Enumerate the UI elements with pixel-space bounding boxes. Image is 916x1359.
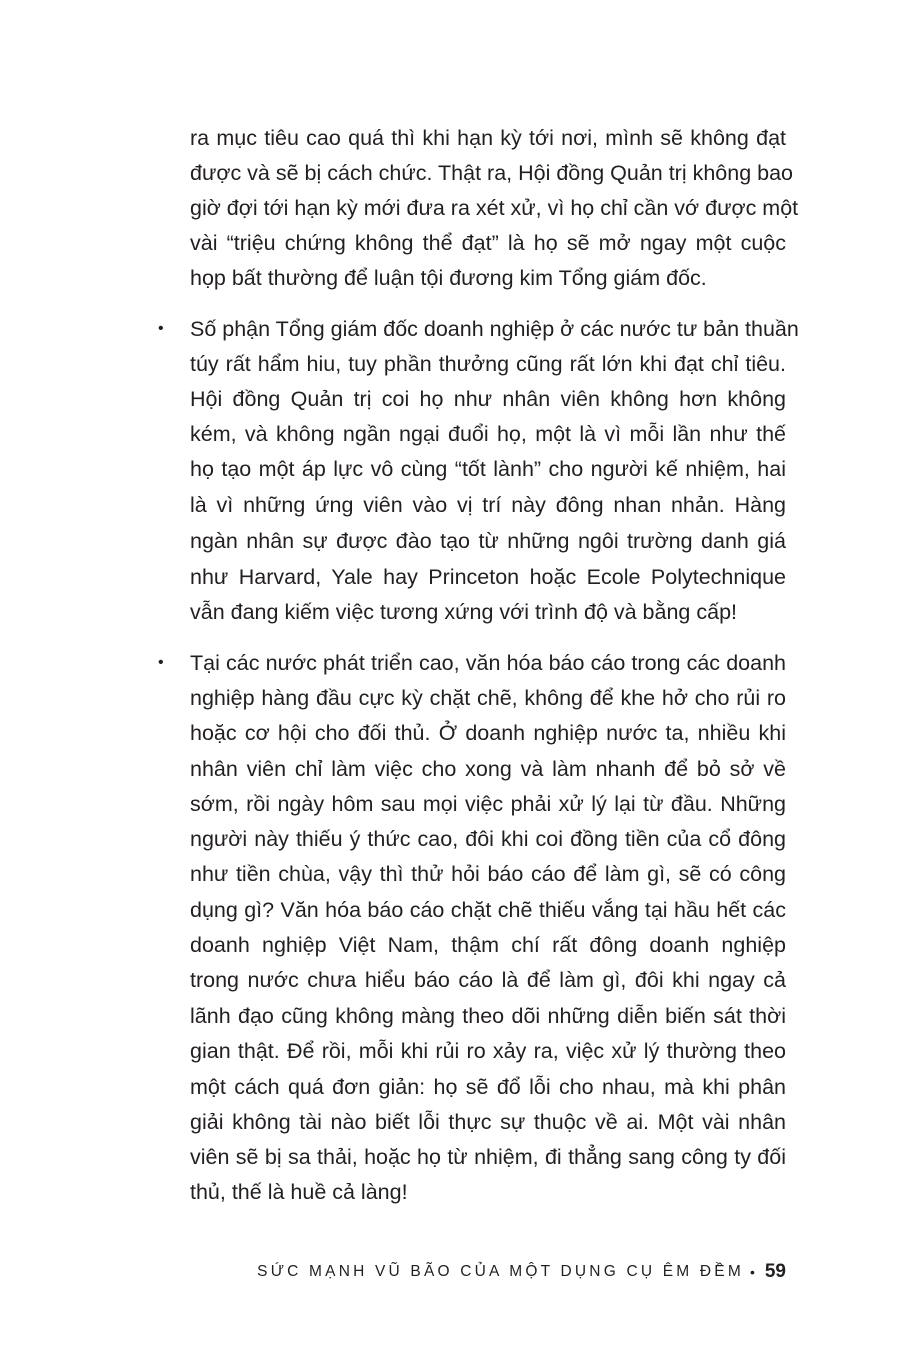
text-line: trong nước chưa hiểu báo cáo là để làm gì, đôi khi ngay cả [190, 968, 786, 992]
text-line: họ tạo một áp lực vô cùng “tốt lành” cho người kế nhiệm, hai [190, 457, 786, 481]
text-line: người này thiếu ý thức cao, đôi khi coi đồng tiền của cổ đông [190, 827, 786, 851]
text-line: được và sẽ bị cách chức. Thật ra, Hội đồng Quản trị không bao [190, 161, 794, 185]
text-line: viên sẽ bị sa thải, hoặc họ từ nhiệm, đi thẳng sang công ty đối [190, 1145, 786, 1169]
text-line: Số phận Tổng giám đốc doanh nghiệp ở các nước tư bản thuần [190, 317, 799, 341]
text-line: ra mục tiêu cao quá thì khi hạn kỳ tới nơi, mình sẽ không đạt [190, 126, 786, 150]
footer-separator: • [749, 1264, 755, 1280]
bullet-marker: • [158, 654, 164, 671]
text-line: nghiệp hàng đầu cực kỳ chặt chẽ, không để khe hở cho rủi ro [190, 686, 786, 710]
text-line: kém, và không ngần ngại đuổi họ, một là vì mỗi lần như thế [190, 422, 786, 446]
page-number: 59 [764, 1261, 786, 1282]
page-footer [257, 1259, 786, 1285]
text-line: Tại các nước phát triển cao, văn hóa báo cáo trong các doanh [190, 651, 786, 675]
running-title: SỨC MẠNH VŨ BÃO CỦA MỘT DỤNG CỤ ÊM ĐỀM [257, 1263, 744, 1280]
text-line: túy rất hẩm hiu, tuy phần thưởng cũng rất lớn khi đạt chỉ tiêu. [190, 352, 786, 376]
text-line: giải không tài nào biết lỗi thực sự thuộc về ai. Một vài nhân [190, 1110, 786, 1134]
text-line: là vì những ứng viên vào vị trí này đông nhan nhản. Hàng [190, 493, 786, 517]
text-line: vẫn đang kiếm việc tương xứng với trình độ và bằng cấp! [190, 600, 738, 624]
text-line: dụng gì? Văn hóa báo cáo chặt chẽ thiếu vắng tại hầu hết các [190, 898, 786, 922]
text-line: một cách quá đơn giản: họ sẽ đổ lỗi cho nhau, mà khi phân [190, 1075, 786, 1099]
text-line: Hội đồng Quản trị coi họ như nhân viên không hơn không [190, 387, 786, 411]
text-line: hoặc cơ hội cho đối thủ. Ở doanh nghiệp nước ta, nhiều khi [190, 721, 786, 745]
text-line: họp bất thường để luận tội đương kim Tổng giám đốc. [190, 266, 707, 290]
text-line: như tiền chùa, vậy thì thử hỏi báo cáo để làm gì, sẽ có công [190, 862, 786, 886]
text-line: giờ đợi tới hạn kỳ mới đưa ra xét xử, vì họ chỉ cần vớ được một [190, 196, 799, 220]
text-line: nhân viên chỉ làm việc cho xong và làm nhanh để bỏ sở về [190, 757, 786, 781]
text-line: lãnh đạo cũng không màng theo dõi những diễn biến sát thời [190, 1004, 786, 1028]
text-line: thủ, thế là huề cả làng! [190, 1180, 408, 1204]
text-line: ngàn nhân sự được đào tạo từ những ngôi trường danh giá [190, 529, 786, 553]
text-line: doanh nghiệp Việt Nam, thậm chí rất đông doanh nghiệp [190, 933, 786, 957]
text-line: như Harvard, Yale hay Princeton hoặc Ecole Polytechnique [190, 565, 786, 589]
text-line: vài “triệu chứng không thể đạt” là họ sẽ mở ngay một cuộc [190, 231, 786, 255]
text-line: sớm, rồi ngày hôm sau mọi việc phải xử lý lại từ đầu. Những [190, 792, 786, 816]
bullet-marker: • [158, 320, 164, 337]
text-line: gian thật. Để rồi, mỗi khi rủi ro xảy ra, việc xử lý thường theo [190, 1039, 786, 1063]
